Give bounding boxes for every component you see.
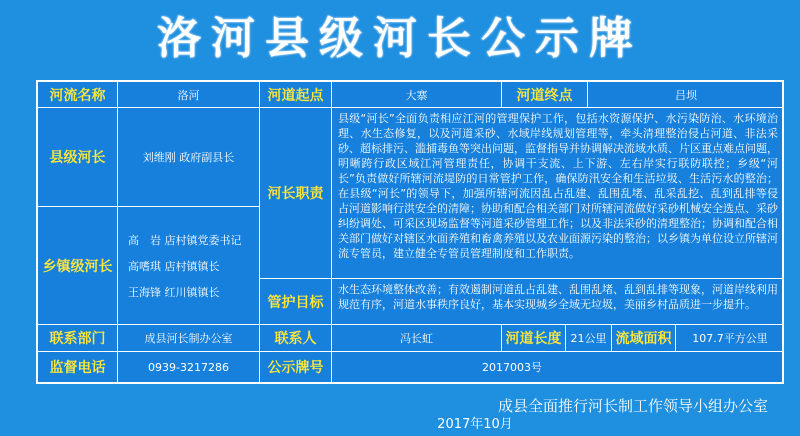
footer-organization: 成县全面推行河长制工作领导小组办公室 [497, 397, 768, 415]
dept-label: 联系部门 [38, 325, 118, 352]
board-title: 洛河县级河长公示牌 [157, 13, 643, 64]
river-name-value: 洛河 [118, 82, 260, 108]
river-end-label: 河道终点 [502, 82, 588, 108]
phone-value: 0939-3217286 [118, 352, 260, 382]
basin-area-label: 流域面积 [612, 325, 676, 352]
board-number-label: 公示牌号 [260, 352, 332, 382]
river-name-label: 河流名称 [38, 82, 118, 108]
township-chief-label: 乡镇级河长 [38, 207, 118, 325]
river-end-value: 吕坝 [588, 82, 784, 108]
township-chief-item: 高嗜琪 店村镇镇长 [128, 259, 220, 273]
county-chief-name: 刘维刚 政府副县长 [118, 108, 260, 207]
target-label: 管护目标 [260, 279, 332, 325]
info-table [36, 80, 784, 384]
basin-area-value: 107.7平方公里 [676, 325, 784, 352]
river-start-value: 大寨 [332, 82, 502, 108]
phone-label: 监督电话 [38, 352, 118, 382]
target-text: 水生态环境整体改善；有效遏制河道乱占乱建、乱围乱堵、乱到乱排等现象，河道岸线利用规范有序，河道水事秩序良好，基本实现城乡全域无垃圾，美丽乡村品质进一步提升。 [332, 279, 784, 325]
duty-text: 县级“河长”全面负责相应江河的管理保护工作，包括水资源保护、水污染防治、水环境治理、水生态修复，以及河道采砂、水域岸线规划管理等，牵头清理整治侵占河道、非法采砂、超标排污、滥捕毒鱼等突出问题，监督指导并协调解决流域水质、片区重点难点问题，明晰跨行政区域江河管理责任，协调干支流、上下游、左右岸实行联防联控；乡级“河长”负责做好所辖河流堤防的日常管护工作，确保防汛安全和生活垃圾、生活污水的整治；在县级“河长”的领导下，加强所辖河流因乱占乱建、乱围乱堵、乱采乱挖、乱到乱排等侵占河道影响行洪安全的清障；协助和配合相关部门对所辖河流做好采砂机械安全选点、采砂纠纷调处、可采区现场监督等河道采砂管理工作；以及非法采砂的清理整治；协调和配合相关部门做好对辖区水面养殖和畜禽养殖以及农业面源污染的整治；以乡镇为单位设立所辖河流专管员，建立健全专管员管理制度和工作职责。 [332, 108, 784, 279]
duty-label: 河长职责 [260, 108, 332, 279]
river-length-value: 21公里 [566, 325, 612, 352]
board-number-value: 2017003号 [482, 361, 542, 374]
township-chief-list [118, 207, 260, 325]
dept-value: 成县河长制办公室 [118, 325, 260, 352]
county-chief-label: 县级河长 [38, 108, 118, 207]
township-chief-item: 王海锋 红川镇镇长 [128, 285, 220, 299]
township-chief-item: 高 岩 店村镇党委书记 [128, 233, 242, 247]
river-start-label: 河道起点 [260, 82, 332, 108]
river-length-label: 河道长度 [502, 325, 566, 352]
contact-person-label: 联系人 [260, 325, 332, 352]
footer-date: 2017年10月 [437, 417, 513, 432]
contact-person-value: 冯长虹 [332, 325, 502, 352]
